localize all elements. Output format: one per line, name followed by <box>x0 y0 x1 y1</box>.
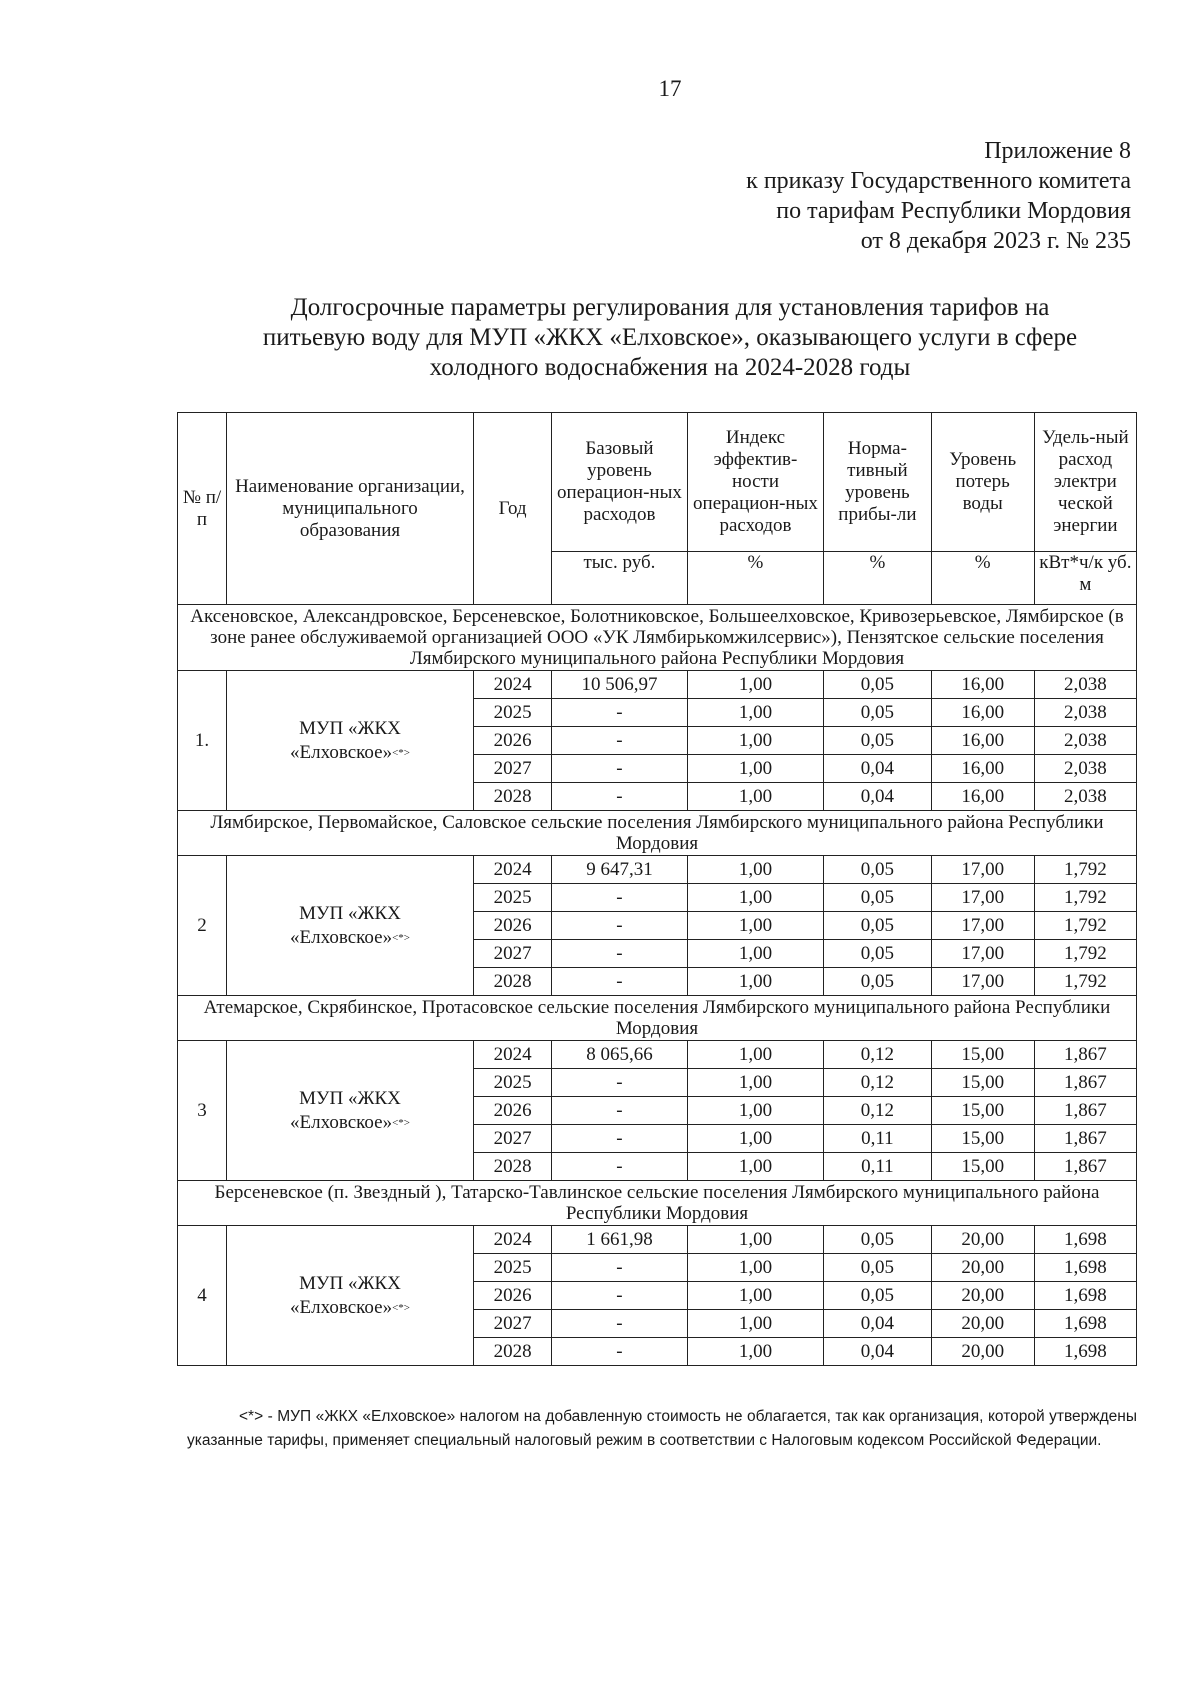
cell-energy: 2,038 <box>1034 671 1136 699</box>
header-loss: Уровень потерь воды <box>931 413 1034 552</box>
cell-profit: 0,05 <box>824 1282 931 1310</box>
cell-year: 2027 <box>474 1310 552 1338</box>
cell-index: 1,00 <box>687 727 824 755</box>
cell-base: - <box>552 1069 688 1097</box>
unit-index: % <box>687 552 824 605</box>
cell-index: 1,00 <box>687 783 824 811</box>
unit-profit: % <box>824 552 931 605</box>
cell-loss: 20,00 <box>931 1254 1034 1282</box>
cell-year: 2027 <box>474 940 552 968</box>
cell-profit: 0,05 <box>824 727 931 755</box>
cell-index: 1,00 <box>687 1254 824 1282</box>
cell-loss: 16,00 <box>931 783 1034 811</box>
header-year: Год <box>474 413 552 605</box>
organization-line-1: МУП «ЖКХ <box>299 1087 401 1109</box>
cell-energy: 1,792 <box>1034 968 1136 996</box>
cell-profit: 0,05 <box>824 671 931 699</box>
cell-year: 2024 <box>474 856 552 884</box>
cell-base: - <box>552 1254 688 1282</box>
organization-line-2-text: «Елховское» <box>289 1296 393 1318</box>
cell-index: 1,00 <box>687 671 824 699</box>
cell-loss: 16,00 <box>931 755 1034 783</box>
cell-base: - <box>552 1282 688 1310</box>
cell-index: 1,00 <box>687 884 824 912</box>
row-number: 2 <box>178 856 227 996</box>
document-title <box>130 293 1200 383</box>
row-number: 4 <box>178 1226 227 1366</box>
cell-profit: 0,11 <box>824 1153 931 1181</box>
cell-year: 2026 <box>474 912 552 940</box>
cell-index: 1,00 <box>687 1338 824 1366</box>
cell-year: 2024 <box>474 1226 552 1254</box>
header-index: Индекс эффектив-ности операцион-ных расходов <box>687 413 824 552</box>
cell-profit: 0,12 <box>824 1041 931 1069</box>
cell-profit: 0,05 <box>824 940 931 968</box>
cell-profit: 0,05 <box>824 1226 931 1254</box>
header-energy: Удель-ный расход электри ческой энергии <box>1034 413 1136 552</box>
page-number: 17 <box>658 76 682 101</box>
cell-loss: 17,00 <box>931 884 1034 912</box>
cell-energy: 2,038 <box>1034 727 1136 755</box>
cell-base: 9 647,31 <box>552 856 688 884</box>
cell-base: - <box>552 940 688 968</box>
organization-line-2-text: «Елховское» <box>289 926 393 948</box>
cell-energy: 1,792 <box>1034 856 1136 884</box>
cell-base: - <box>552 1125 688 1153</box>
title-line-3: холодного водоснабжения на 2024-2028 годы <box>429 354 911 381</box>
row-number: 1. <box>178 671 227 811</box>
cell-base: - <box>552 912 688 940</box>
organization-line-1: МУП «ЖКХ <box>299 1272 401 1294</box>
cell-energy: 2,038 <box>1034 699 1136 727</box>
cell-base: - <box>552 755 688 783</box>
appendix-block <box>746 136 1131 256</box>
group-title: Аксеновское, Александровское, Берсеневское, Болотниковское, Большеелховское, Кривозерьевское, Лямбирское (в зоне ранее обслуживаемой организацией ООО «УК Лямбирькомжилсервис»), Пензятское сельские поселения Лямбирского муниципального района Республики Мордовия <box>178 605 1137 671</box>
cell-energy: 1,792 <box>1034 940 1136 968</box>
cell-loss: 16,00 <box>931 699 1034 727</box>
cell-loss: 15,00 <box>931 1069 1034 1097</box>
cell-index: 1,00 <box>687 1069 824 1097</box>
cell-year: 2026 <box>474 727 552 755</box>
row-number: 3 <box>178 1041 227 1181</box>
footnote-marker: <*> <box>392 746 410 759</box>
appendix-line-1: Приложение 8 <box>984 138 1131 164</box>
cell-year: 2025 <box>474 1254 552 1282</box>
organization-line-2 <box>230 1111 470 1135</box>
header-num: № п/п <box>178 413 227 605</box>
footnote-marker: <*> <box>392 1301 410 1314</box>
cell-profit: 0,04 <box>824 783 931 811</box>
cell-index: 1,00 <box>687 755 824 783</box>
organization-name <box>226 1226 473 1366</box>
cell-year: 2028 <box>474 1338 552 1366</box>
group-title-row <box>178 1181 1137 1226</box>
cell-year: 2024 <box>474 1041 552 1069</box>
cell-profit: 0,04 <box>824 1310 931 1338</box>
cell-index: 1,00 <box>687 856 824 884</box>
cell-energy: 1,698 <box>1034 1282 1136 1310</box>
cell-energy: 1,867 <box>1034 1069 1136 1097</box>
title-line-1: Долгосрочные параметры регулирования для установления тарифов на <box>290 294 1050 321</box>
cell-base: - <box>552 1153 688 1181</box>
cell-year: 2025 <box>474 699 552 727</box>
cell-year: 2027 <box>474 1125 552 1153</box>
cell-year: 2028 <box>474 968 552 996</box>
cell-base: 8 065,66 <box>552 1041 688 1069</box>
cell-index: 1,00 <box>687 912 824 940</box>
group-title-row <box>178 996 1137 1041</box>
cell-energy: 2,038 <box>1034 755 1136 783</box>
organization-line-2 <box>230 1296 470 1320</box>
group-title: Лямбирское, Первомайское, Саловское сельские поселения Лямбирского муниципального района Республики Мордовия <box>178 811 1137 856</box>
cell-base: - <box>552 1310 688 1338</box>
cell-loss: 15,00 <box>931 1041 1034 1069</box>
cell-energy: 1,792 <box>1034 884 1136 912</box>
footnote-marker: <*> <box>392 1116 410 1129</box>
unit-base: тыс. руб. <box>552 552 688 605</box>
cell-base: - <box>552 968 688 996</box>
table-body <box>178 605 1137 1366</box>
cell-base: - <box>552 1097 688 1125</box>
cell-index: 1,00 <box>687 1282 824 1310</box>
cell-energy: 1,698 <box>1034 1254 1136 1282</box>
cell-loss: 17,00 <box>931 856 1034 884</box>
cell-index: 1,00 <box>687 1125 824 1153</box>
cell-index: 1,00 <box>687 1097 824 1125</box>
cell-energy: 1,698 <box>1034 1338 1136 1366</box>
cell-year: 2028 <box>474 783 552 811</box>
table-row <box>178 1041 1137 1069</box>
cell-loss: 20,00 <box>931 1282 1034 1310</box>
cell-index: 1,00 <box>687 940 824 968</box>
organization-line-1: МУП «ЖКХ <box>299 717 401 739</box>
cell-base: - <box>552 699 688 727</box>
cell-loss: 16,00 <box>931 671 1034 699</box>
cell-loss: 20,00 <box>931 1310 1034 1338</box>
cell-energy: 1,867 <box>1034 1041 1136 1069</box>
cell-energy: 1,698 <box>1034 1226 1136 1254</box>
cell-base: - <box>552 727 688 755</box>
cell-loss: 20,00 <box>931 1226 1034 1254</box>
header-name: Наименование организации, муниципального образования <box>226 413 473 605</box>
appendix-line-4: от 8 декабря 2023 г. № 235 <box>860 228 1131 254</box>
unit-energy: кВт*ч/к уб. м <box>1034 552 1136 605</box>
cell-year: 2025 <box>474 884 552 912</box>
unit-loss: % <box>931 552 1034 605</box>
cell-index: 1,00 <box>687 699 824 727</box>
cell-loss: 15,00 <box>931 1125 1034 1153</box>
cell-year: 2026 <box>474 1097 552 1125</box>
cell-base: - <box>552 884 688 912</box>
cell-profit: 0,05 <box>824 884 931 912</box>
cell-base: 10 506,97 <box>552 671 688 699</box>
cell-energy: 1,867 <box>1034 1097 1136 1125</box>
cell-energy: 1,698 <box>1034 1310 1136 1338</box>
header-base: Базовый уровень операцион-ных расходов <box>552 413 688 552</box>
organization-name <box>226 671 473 811</box>
cell-profit: 0,05 <box>824 912 931 940</box>
cell-loss: 17,00 <box>931 968 1034 996</box>
cell-loss: 17,00 <box>931 912 1034 940</box>
cell-base: - <box>552 1338 688 1366</box>
footnote-marker: <*> <box>392 931 410 944</box>
cell-index: 1,00 <box>687 1041 824 1069</box>
table-row <box>178 856 1137 884</box>
organization-name <box>226 1041 473 1181</box>
tariff-parameters-table <box>177 412 1137 1366</box>
cell-profit: 0,12 <box>824 1097 931 1125</box>
footnote <box>187 1405 1137 1453</box>
cell-loss: 17,00 <box>931 940 1034 968</box>
table-header <box>178 413 1137 605</box>
cell-index: 1,00 <box>687 1153 824 1181</box>
organization-line-1: МУП «ЖКХ <box>299 902 401 924</box>
cell-loss: 15,00 <box>931 1153 1034 1181</box>
table-row <box>178 671 1137 699</box>
cell-profit: 0,05 <box>824 1254 931 1282</box>
group-title-row <box>178 811 1137 856</box>
group-title: Берсеневское (п. Звездный ), Татарско-Тавлинское сельские поселения Лямбирского муниципального района Республики Мордовия <box>178 1181 1137 1226</box>
cell-base: - <box>552 783 688 811</box>
cell-index: 1,00 <box>687 968 824 996</box>
cell-energy: 2,038 <box>1034 783 1136 811</box>
cell-base: 1 661,98 <box>552 1226 688 1254</box>
cell-profit: 0,04 <box>824 1338 931 1366</box>
appendix-line-3: по тарифам Республики Мордовия <box>776 198 1131 224</box>
cell-profit: 0,04 <box>824 755 931 783</box>
table-row <box>178 1226 1137 1254</box>
cell-index: 1,00 <box>687 1226 824 1254</box>
group-title: Атемарское, Скрябинское, Протасовское сельские поселения Лямбирского муниципального района Республики Мордовия <box>178 996 1137 1041</box>
cell-profit: 0,05 <box>824 699 931 727</box>
cell-year: 2026 <box>474 1282 552 1310</box>
cell-index: 1,00 <box>687 1310 824 1338</box>
organization-line-2 <box>230 926 470 950</box>
cell-loss: 16,00 <box>931 727 1034 755</box>
cell-year: 2027 <box>474 755 552 783</box>
cell-loss: 15,00 <box>931 1097 1034 1125</box>
cell-energy: 1,867 <box>1034 1153 1136 1181</box>
cell-profit: 0,05 <box>824 856 931 884</box>
cell-energy: 1,792 <box>1034 912 1136 940</box>
organization-line-2-text: «Елховское» <box>289 741 393 763</box>
cell-energy: 1,867 <box>1034 1125 1136 1153</box>
organization-line-2 <box>230 741 470 765</box>
cell-year: 2024 <box>474 671 552 699</box>
cell-profit: 0,11 <box>824 1125 931 1153</box>
organization-name <box>226 856 473 996</box>
title-line-2: питьевую воду для МУП «ЖКХ «Елховское», оказывающего услуги в сфере <box>262 324 1078 351</box>
cell-year: 2028 <box>474 1153 552 1181</box>
cell-profit: 0,12 <box>824 1069 931 1097</box>
cell-year: 2025 <box>474 1069 552 1097</box>
footnote-text: <*> - МУП «ЖКХ «Елховское» налогом на добавленную стоимость не облагается, так как организация, которой утверждены указанные тарифы, применяет специальный налоговый режим в соответствии с Налоговым кодексом Российской Федерации. <box>187 1408 1137 1449</box>
cell-loss: 20,00 <box>931 1338 1034 1366</box>
cell-profit: 0,05 <box>824 968 931 996</box>
group-title-row <box>178 605 1137 671</box>
appendix-line-2: к приказу Государственного комитета <box>746 168 1131 194</box>
header-profit: Норма-тивный уровень прибы-ли <box>824 413 931 552</box>
organization-line-2-text: «Елховское» <box>289 1111 393 1133</box>
